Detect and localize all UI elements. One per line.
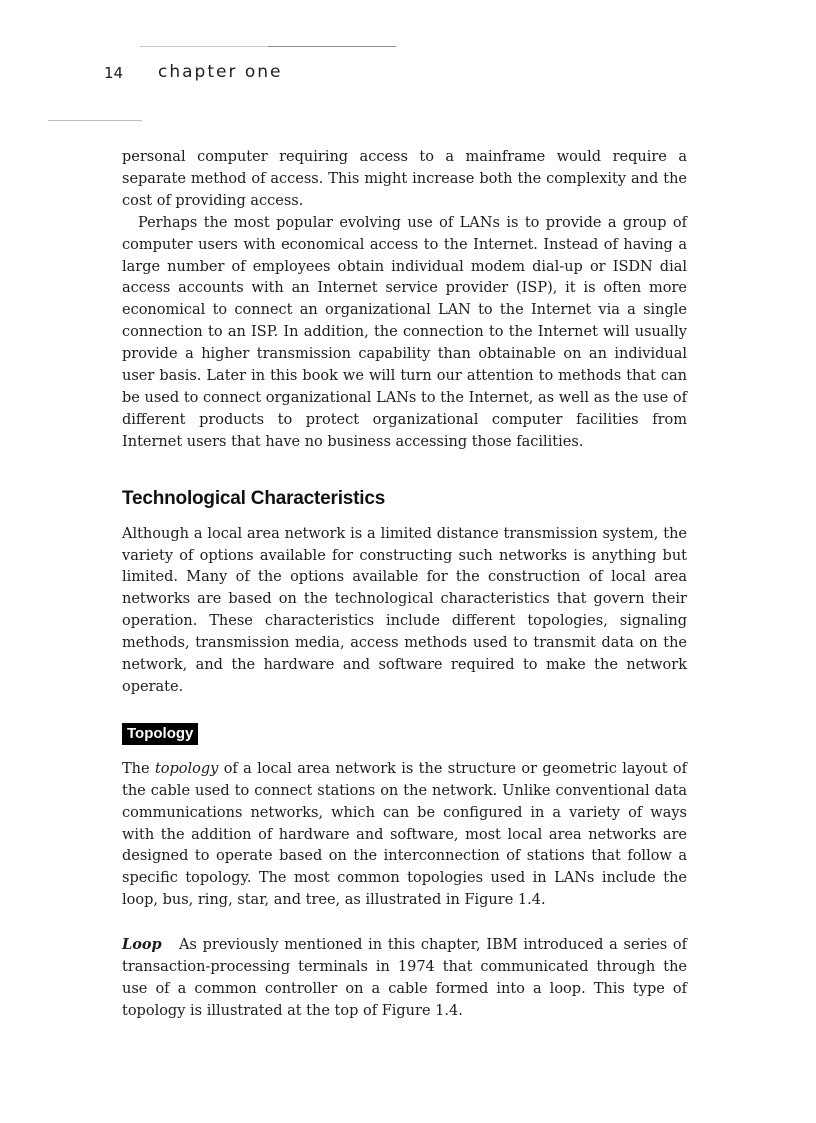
loop-text: As previously mentioned in this chapter, IBM introduced a series of transaction-processing terminals in 1974 that communicated through the use of a common controller on a cable formed into a loop. This type of topology is illustrated at the top of Figure 1.4. <box>122 937 687 1019</box>
paragraph-topology <box>122 759 687 912</box>
subsection-heading: Topology <box>122 723 198 745</box>
paragraph-loop <box>122 934 687 1023</box>
margin-rule <box>48 120 142 121</box>
page-body <box>122 147 687 1023</box>
topology-text-post: of a local area network is the structure or geometric layout of the cable used to connect stations on the network. Unlike conventional data communications networks, which can be configured in a variety of ways with the addition of hardware and software, most local area networks are designed to operate based on the interconnection of stations that follow a specific topology. The most common topologies used in LANs include the loop, bus, ring, star, and tree, as illustrated in Figure 1.4. <box>122 760 687 909</box>
paragraph-internet-access: Perhaps the most popular evolving use of LANs is to provide a group of computer users with economical access to the Internet. Instead of having a large number of employees obtain individual modem dial-up or ISDN dial access accounts with an Internet service provider (ISP), it is often more economical to connect an organizational LAN to the Internet via a single connection to an ISP. In addition, the connection to the Internet will usually provide a higher transmission capability than obtainable on an individual user basis. Later in this book we will turn our attention to methods that can be used to connect organizational LANs to the Internet, as well as the use of different products to protect organizational computer facilities from Internet users that have no business accessing those facilities. <box>122 214 687 450</box>
paragraph-tech-characteristics: Although a local area network is a limited distance transmission system, the variety of options available for constructing such networks is anything but limited. Many of the options available for the construction of local area networks are based on the technological characteristics that govern their operation. These characteristics include different topologies, signaling methods, transmission media, access methods used to transmit data on the network, and the hardware and software required to make the network operate. <box>122 525 687 695</box>
loop-term: Loop <box>122 936 162 954</box>
chapter-title: chapter one <box>158 62 283 82</box>
paragraph-continued: personal computer requiring access to a mainframe would require a separate method of access. This might increase both the complexity and the cost of providing access. <box>122 149 687 209</box>
subsection-heading-wrap <box>122 723 687 747</box>
topology-term: topology <box>154 760 219 777</box>
header-rule <box>140 46 396 47</box>
section-heading: Technological Characteristics <box>122 487 386 509</box>
page-number: 14 <box>104 64 124 82</box>
header-rule-accent <box>268 46 396 47</box>
topology-text-pre: The <box>122 760 155 777</box>
